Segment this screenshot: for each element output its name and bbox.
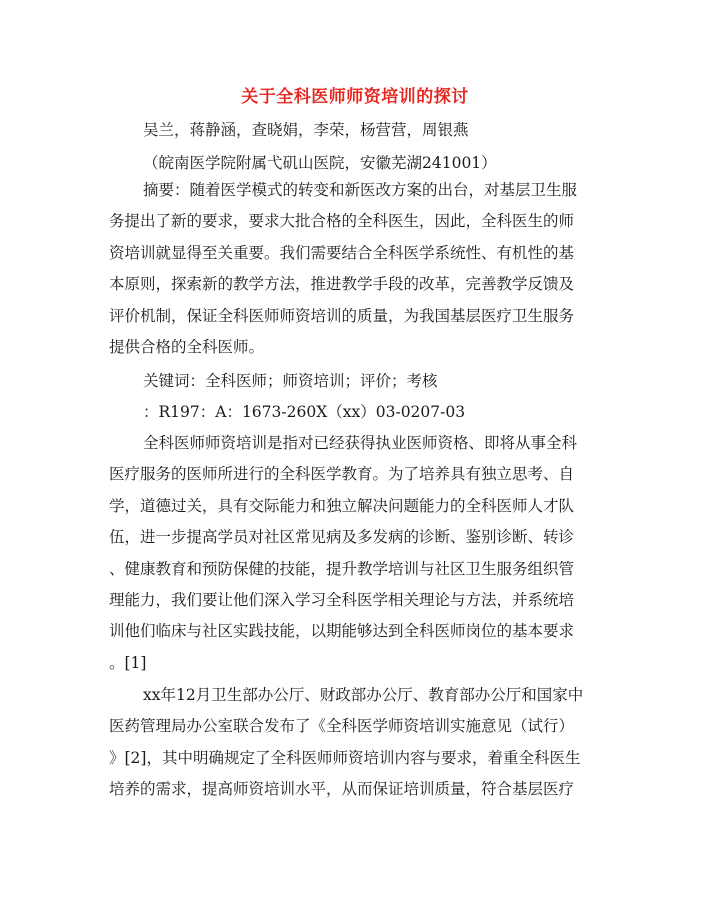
abstract-line: 提供合格的全科医师。 xyxy=(109,337,265,356)
paragraph-line: 全科医师师资培训是指对已经获得执业医师资格、即将从事全科 xyxy=(143,434,578,452)
abstract-line: 摘要：随着医学模式的转变和新医改方案的出台，对基层卫生服 xyxy=(143,181,578,199)
paragraph-line: 、健康教育和预防保健的技能，提升教学培训与社区卫生服务组织管 xyxy=(109,559,575,578)
paragraph-line: 理能力，我们要让他们深入学习全科医学相关理论与方法，并系统培 xyxy=(109,590,575,609)
author-list: 吴兰，蒋静涵，查晓娟，李荣，杨营营，周银燕 xyxy=(143,121,469,139)
abstract-line: 评价机制，保证全科医师师资培训的质量，为我国基层医疗卫生服务 xyxy=(109,306,575,325)
paragraph-line: 学，道德过关，具有交际能力和独立解决问题能力的全科医师人才队 xyxy=(109,496,575,515)
paper-title: 关于全科医师师资培训的探讨 xyxy=(241,87,469,107)
classification-code: ：R197：A：1673-260X（xx）03-0207-03 xyxy=(143,403,466,422)
keywords-section xyxy=(109,366,609,429)
paragraph-line: 。[1] xyxy=(109,653,147,672)
abstract xyxy=(109,175,609,363)
abstract-line: 资培训就显得至关重要。我们需要结合全科医学系统性、有机性的基 xyxy=(109,243,575,262)
body-paragraph-2 xyxy=(109,680,609,806)
paragraph-line: 医疗服务的医师所进行的全科医学教育。为了培养具有独立思考、自 xyxy=(109,465,575,484)
author-affiliation: （皖南医学院附属弋矶山医院，安徽芜湖241001） xyxy=(143,154,497,172)
paragraph-line: 训他们临床与社区实践技能，以期能够达到全科医师岗位的基本要求 xyxy=(109,622,575,641)
paragraph-line: 医药管理局办公室联合发布了《全科医学师资培训实施意见（试行） xyxy=(109,717,575,736)
keywords: 关键词：全科医师；师资培训；评价；考核 xyxy=(143,372,438,390)
paragraph-line: 培养的需求，提高师资培训水平，从而保证培训质量，符合基层医疗 xyxy=(109,780,575,799)
abstract-line: 务提出了新的要求，要求大批合格的全科医生，因此，全科医生的师 xyxy=(109,212,575,231)
paragraph-line: 伍，进一步提高学员对社区常见病及多发病的诊断、鉴别诊断、转诊 xyxy=(109,528,575,547)
paragraph-line: xx年12月卫生部办公厅、财政部办公厅、教育部办公厅和国家中 xyxy=(143,686,584,704)
paragraph-line: 》[2]，其中明确规定了全科医师师资培训内容与要求，着重全科医生 xyxy=(109,748,581,767)
abstract-line: 本原则，探索新的教学方法，推进教学手段的改革，完善教学反馈及 xyxy=(109,275,575,294)
body-paragraph-1 xyxy=(109,428,609,679)
